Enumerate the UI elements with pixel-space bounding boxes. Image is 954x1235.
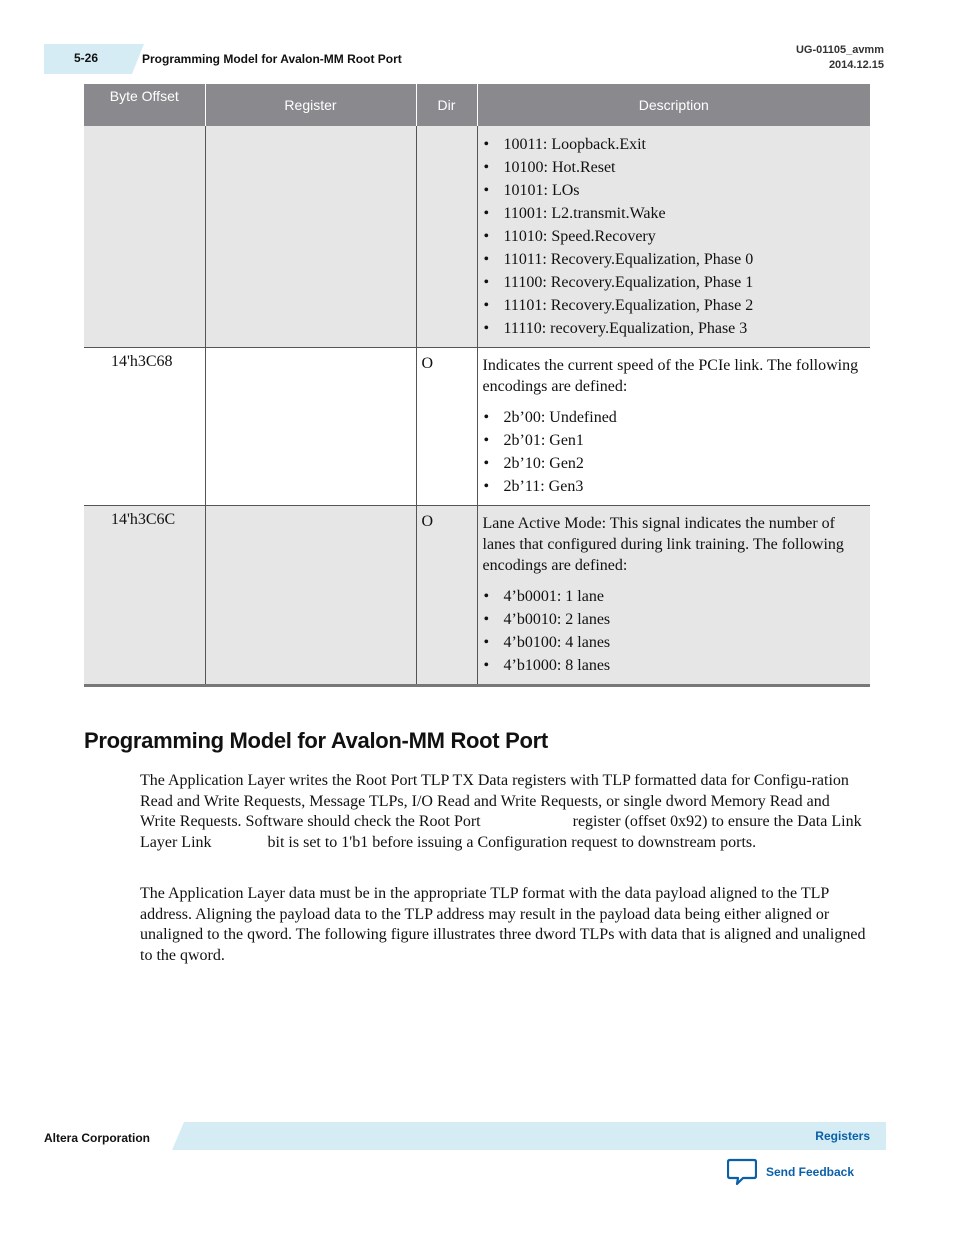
table-row <box>84 506 870 686</box>
registers-link[interactable]: Registers <box>815 1129 870 1143</box>
body-paragraph: The Application Layer data must be in the appropriate TLP format with the data payload aligned to the TLP address. Aligning the payload data to the TLP address may result in the payload data being either aligned or unaligned to the qword. The following figure illustrates three dword TLPs with data that is aligned and unaligned to the qword. <box>140 885 866 964</box>
list-item: • 2b’10: Gen2 <box>483 452 865 475</box>
column-header-dir: Dir <box>416 84 477 126</box>
list-item: • 4’b1000: 8 lanes <box>483 654 865 677</box>
description-cell <box>477 348 870 506</box>
dir-cell: O <box>416 506 477 686</box>
document-number: UG-01105_avmm <box>795 44 884 56</box>
list-item: • 11001: L2.transmit.Wake <box>483 202 865 225</box>
body-paragraph: The Application Layer writes the Root Port TLP TX Data registers with TLP formatted data for Configu-ration Read and Write Requests, Message TLPs, I/O Read and Write Requests, or single dword Memory Read and Write Requests. Software should check the Root Port register (offset 0x92) to ensure the Data Link Layer Link bit is set to 1'b1 before issuing a Configuration request to downstream ports. <box>140 772 866 851</box>
byte-offset-cell: 14'h3C68 <box>84 348 205 506</box>
list-item: • 11101: Recovery.Equalization, Phase 2 <box>483 294 865 317</box>
list-item: • 11011: Recovery.Equalization, Phase 0 <box>483 248 865 271</box>
encoding-list <box>483 585 865 677</box>
list-item: • 10100: Hot.Reset <box>483 156 865 179</box>
footer-company: Altera Corporation <box>44 1131 151 1145</box>
column-header-byte-offset: Byte Offset <box>84 84 205 126</box>
table-row <box>84 348 870 506</box>
table-row <box>84 126 870 348</box>
list-item: • 11100: Recovery.Equalization, Phase 1 <box>483 271 865 294</box>
list-item: • 10101: LOs <box>483 179 865 202</box>
column-header-register: Register <box>205 84 416 126</box>
encoding-list <box>483 133 865 340</box>
list-item: • 4’b0010: 2 lanes <box>483 608 865 631</box>
column-header-description: Description <box>477 84 870 126</box>
speech-bubble-icon <box>727 1158 757 1186</box>
list-item: • 4’b0001: 1 lane <box>483 585 865 608</box>
description-cell <box>477 126 870 348</box>
list-item: • 11110: recovery.Equalization, Phase 3 <box>483 317 865 340</box>
encoding-list <box>483 406 865 498</box>
byte-offset-cell <box>84 126 205 348</box>
description-cell <box>477 506 870 686</box>
register-cell <box>205 348 416 506</box>
list-item: • 2b’01: Gen1 <box>483 429 865 452</box>
register-cell <box>205 506 416 686</box>
dir-cell: O <box>416 348 477 506</box>
description-text: Lane Active Mode: This signal indicates the number of lanes that configured during link training. The following encodings are defined: <box>482 515 844 574</box>
document-date: 2014.12.15 <box>828 59 884 71</box>
send-feedback-label[interactable]: Send Feedback <box>766 1165 855 1179</box>
register-table <box>84 84 870 687</box>
description-text: Indicates the current speed of the PCIe link. The following encodings are defined: <box>482 357 859 395</box>
send-feedback-button[interactable] <box>727 1158 854 1186</box>
byte-offset-cell: 14'h3C6C <box>84 506 205 686</box>
running-header-title: Programming Model for Avalon-MM Root Port <box>142 52 402 66</box>
list-item: • 10011: Loopback.Exit <box>483 133 865 156</box>
section-title: Programming Model for Avalon-MM Root Port <box>84 728 548 753</box>
list-item: • 11010: Speed.Recovery <box>483 225 865 248</box>
list-item: • 4’b0100: 4 lanes <box>483 631 865 654</box>
table-header-row <box>84 84 870 126</box>
dir-cell <box>416 126 477 348</box>
footer-band <box>172 1122 886 1150</box>
document-id <box>796 43 884 73</box>
list-item: • 2b’00: Undefined <box>483 406 865 429</box>
list-item: • 2b’11: Gen3 <box>483 475 865 498</box>
register-cell <box>205 126 416 348</box>
page-number: 5-26 <box>74 51 99 65</box>
